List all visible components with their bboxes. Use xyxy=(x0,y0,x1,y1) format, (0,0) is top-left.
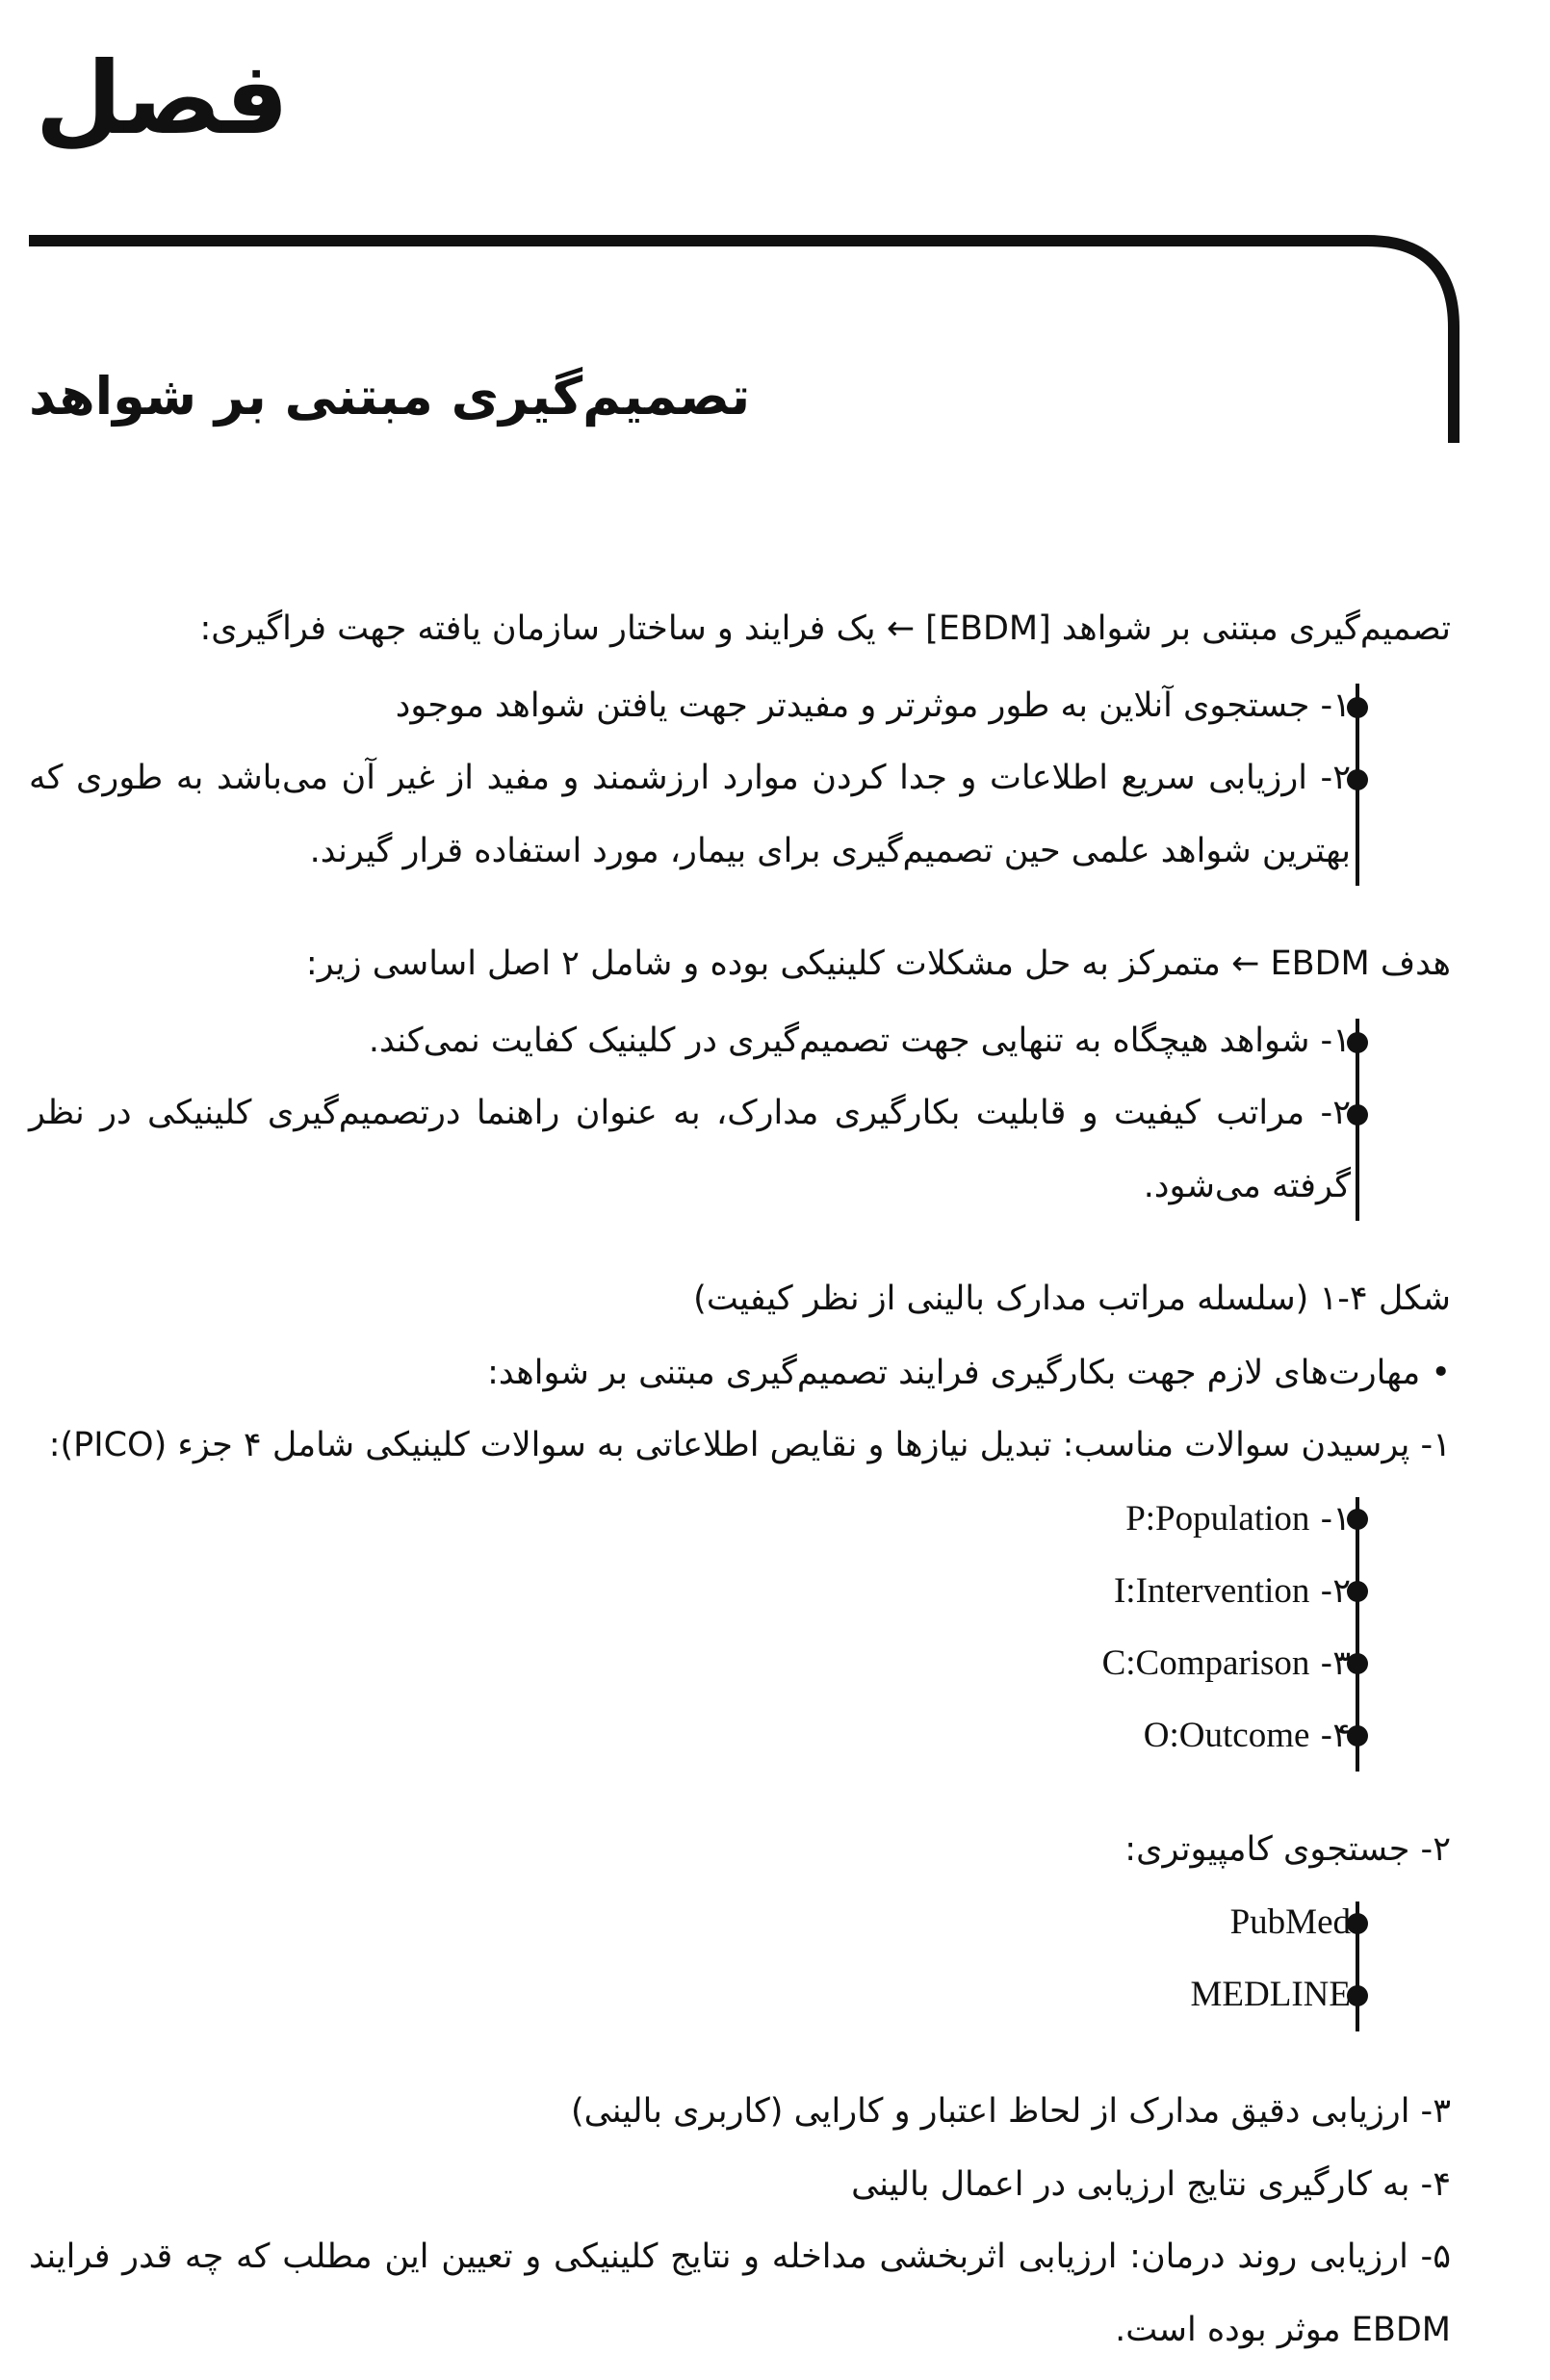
pico-item-population: ۱- P:Population xyxy=(1125,1499,1351,1539)
step-4-text: ۴- به کارگیری نتایج ارزیابی در اعمال بالینی xyxy=(851,2165,1451,2204)
source-medline: MEDLINE xyxy=(1190,1975,1351,2014)
step-1-text: ۱- پرسیدن سوالات مناسب: تبدیل نیازها و نقایص اطلاعاتی به سوالات کلینیکی شامل ۴ جزء (PICO): xyxy=(48,1426,1451,1464)
section1-item-1: ۱- جستجوی آنلاین به طور موثرتر و مفیدتر جهت یافتن شواهد موجود xyxy=(395,686,1351,725)
skills-intro: • مهارت‌های لازم جهت بکارگیری فرایند تصمیم‌گیری مبتنی بر شواهد: xyxy=(487,1354,1451,1392)
pico-item-outcome: ۴- O:Outcome xyxy=(1143,1716,1351,1755)
section2-item-2: ۲- مراتب کیفیت و قابلیت بکارگیری مدارک، به عنوان راهنما درتصمیم‌گیری کلینیکی در نظر گرفته می‌شود. xyxy=(29,1094,1351,1205)
source-pubmed: PubMed xyxy=(1229,1902,1351,1942)
step-3-text: ۳- ارزیابی دقیق مدارک از لحاظ اعتبار و کارایی (کاربری بالینی) xyxy=(570,2092,1451,2131)
chapter-heading: فصل xyxy=(35,39,289,157)
section2-intro: هدف EBDM ← متمرکز به حل مشکلات کلینیکی بوده و شامل ۲ اصل اساسی زیر: xyxy=(305,944,1451,983)
pico-item-comparison: ۳- C:Comparison xyxy=(1101,1643,1351,1683)
pico-item-intervention: ۲- I:Intervention xyxy=(1113,1571,1351,1611)
section2-item-1: ۱- شواهد هیچگاه به تنهایی جهت تصمیم‌گیری در کلینیک کفایت نمی‌کند. xyxy=(368,1022,1351,1060)
figure-caption: شکل ۴-۱ (سلسله مراتب مدارک بالینی از نظر کیفیت) xyxy=(693,1280,1451,1318)
step-5-text: ۵- ارزیابی روند درمان: ارزیابی اثربخشی مداخله و نتایج کلینیکی و تعیین این مطلب که چه قدر فرایند EBDM موثر بوده است. xyxy=(29,2238,1451,2349)
page-title: تصمیم‌گیری مبتنی بر شواهد xyxy=(29,366,751,427)
section1-item-2: ۲- ارزیابی سریع اطلاعات و جدا کردن موارد ارزشمند و مفید از غیر آن می‌باشد به طوری که بهترین شواهد علمی حین تصمیم‌گیری برای بیمار، مورد استفاده قرار گیرند. xyxy=(29,759,1351,870)
section1-intro: تصمیم‌گیری مبتنی بر شواهد [EBDM] ← یک فرایند و ساختار سازمان یافته جهت فراگیری: xyxy=(199,609,1451,648)
step-2-text: ۲- جستجوی کامپیوتری: xyxy=(1124,1830,1451,1869)
